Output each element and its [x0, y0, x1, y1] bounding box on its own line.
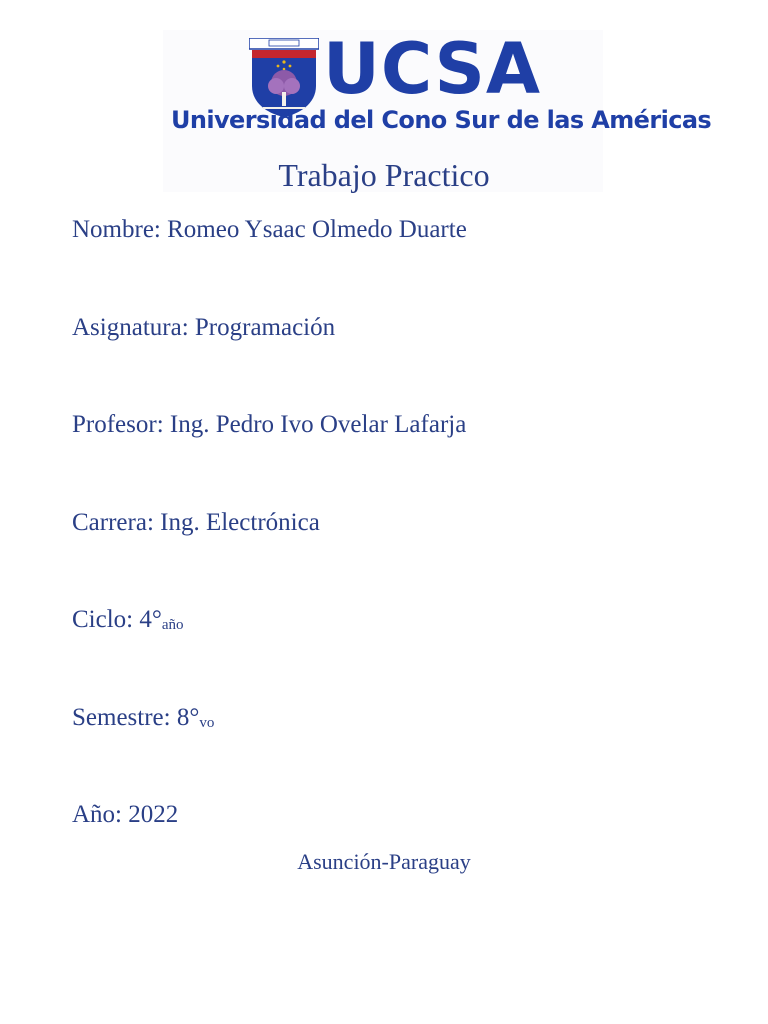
field-label: Profesor:	[72, 411, 164, 438]
field-label: Semestre:	[72, 704, 171, 731]
field-value: Romeo Ysaac Olmedo Duarte	[167, 216, 467, 243]
field-label: Carrera:	[72, 509, 154, 536]
field-suffix: vo	[199, 715, 215, 731]
field-semestre	[72, 703, 214, 733]
field-value: Ing. Electrónica	[160, 509, 320, 536]
field-label: Nombre:	[72, 216, 161, 243]
field-value: 4°	[139, 606, 162, 633]
field-anio	[72, 800, 178, 830]
field-asignatura	[72, 313, 335, 343]
field-label: Ciclo:	[72, 606, 134, 633]
logo-wordmark: UCSA	[323, 28, 542, 110]
field-value: 2022	[128, 801, 179, 828]
university-name: Universidad del Cono Sur de las Américas	[171, 106, 712, 134]
location-text: Asunción-Paraguay	[297, 849, 471, 874]
field-carrera	[72, 508, 320, 538]
field-label: Asignatura:	[72, 314, 189, 341]
field-value: Ing. Pedro Ivo Ovelar Lafarja	[169, 411, 467, 438]
field-value: 8°	[176, 704, 200, 731]
field-value: Programación	[194, 314, 336, 341]
field-ciclo	[72, 605, 184, 635]
field-suffix: año	[161, 617, 184, 633]
field-label: Año:	[72, 801, 122, 828]
field-nombre	[72, 215, 467, 245]
page-title: Trabajo Practico	[278, 157, 490, 193]
field-profesor	[72, 410, 466, 440]
